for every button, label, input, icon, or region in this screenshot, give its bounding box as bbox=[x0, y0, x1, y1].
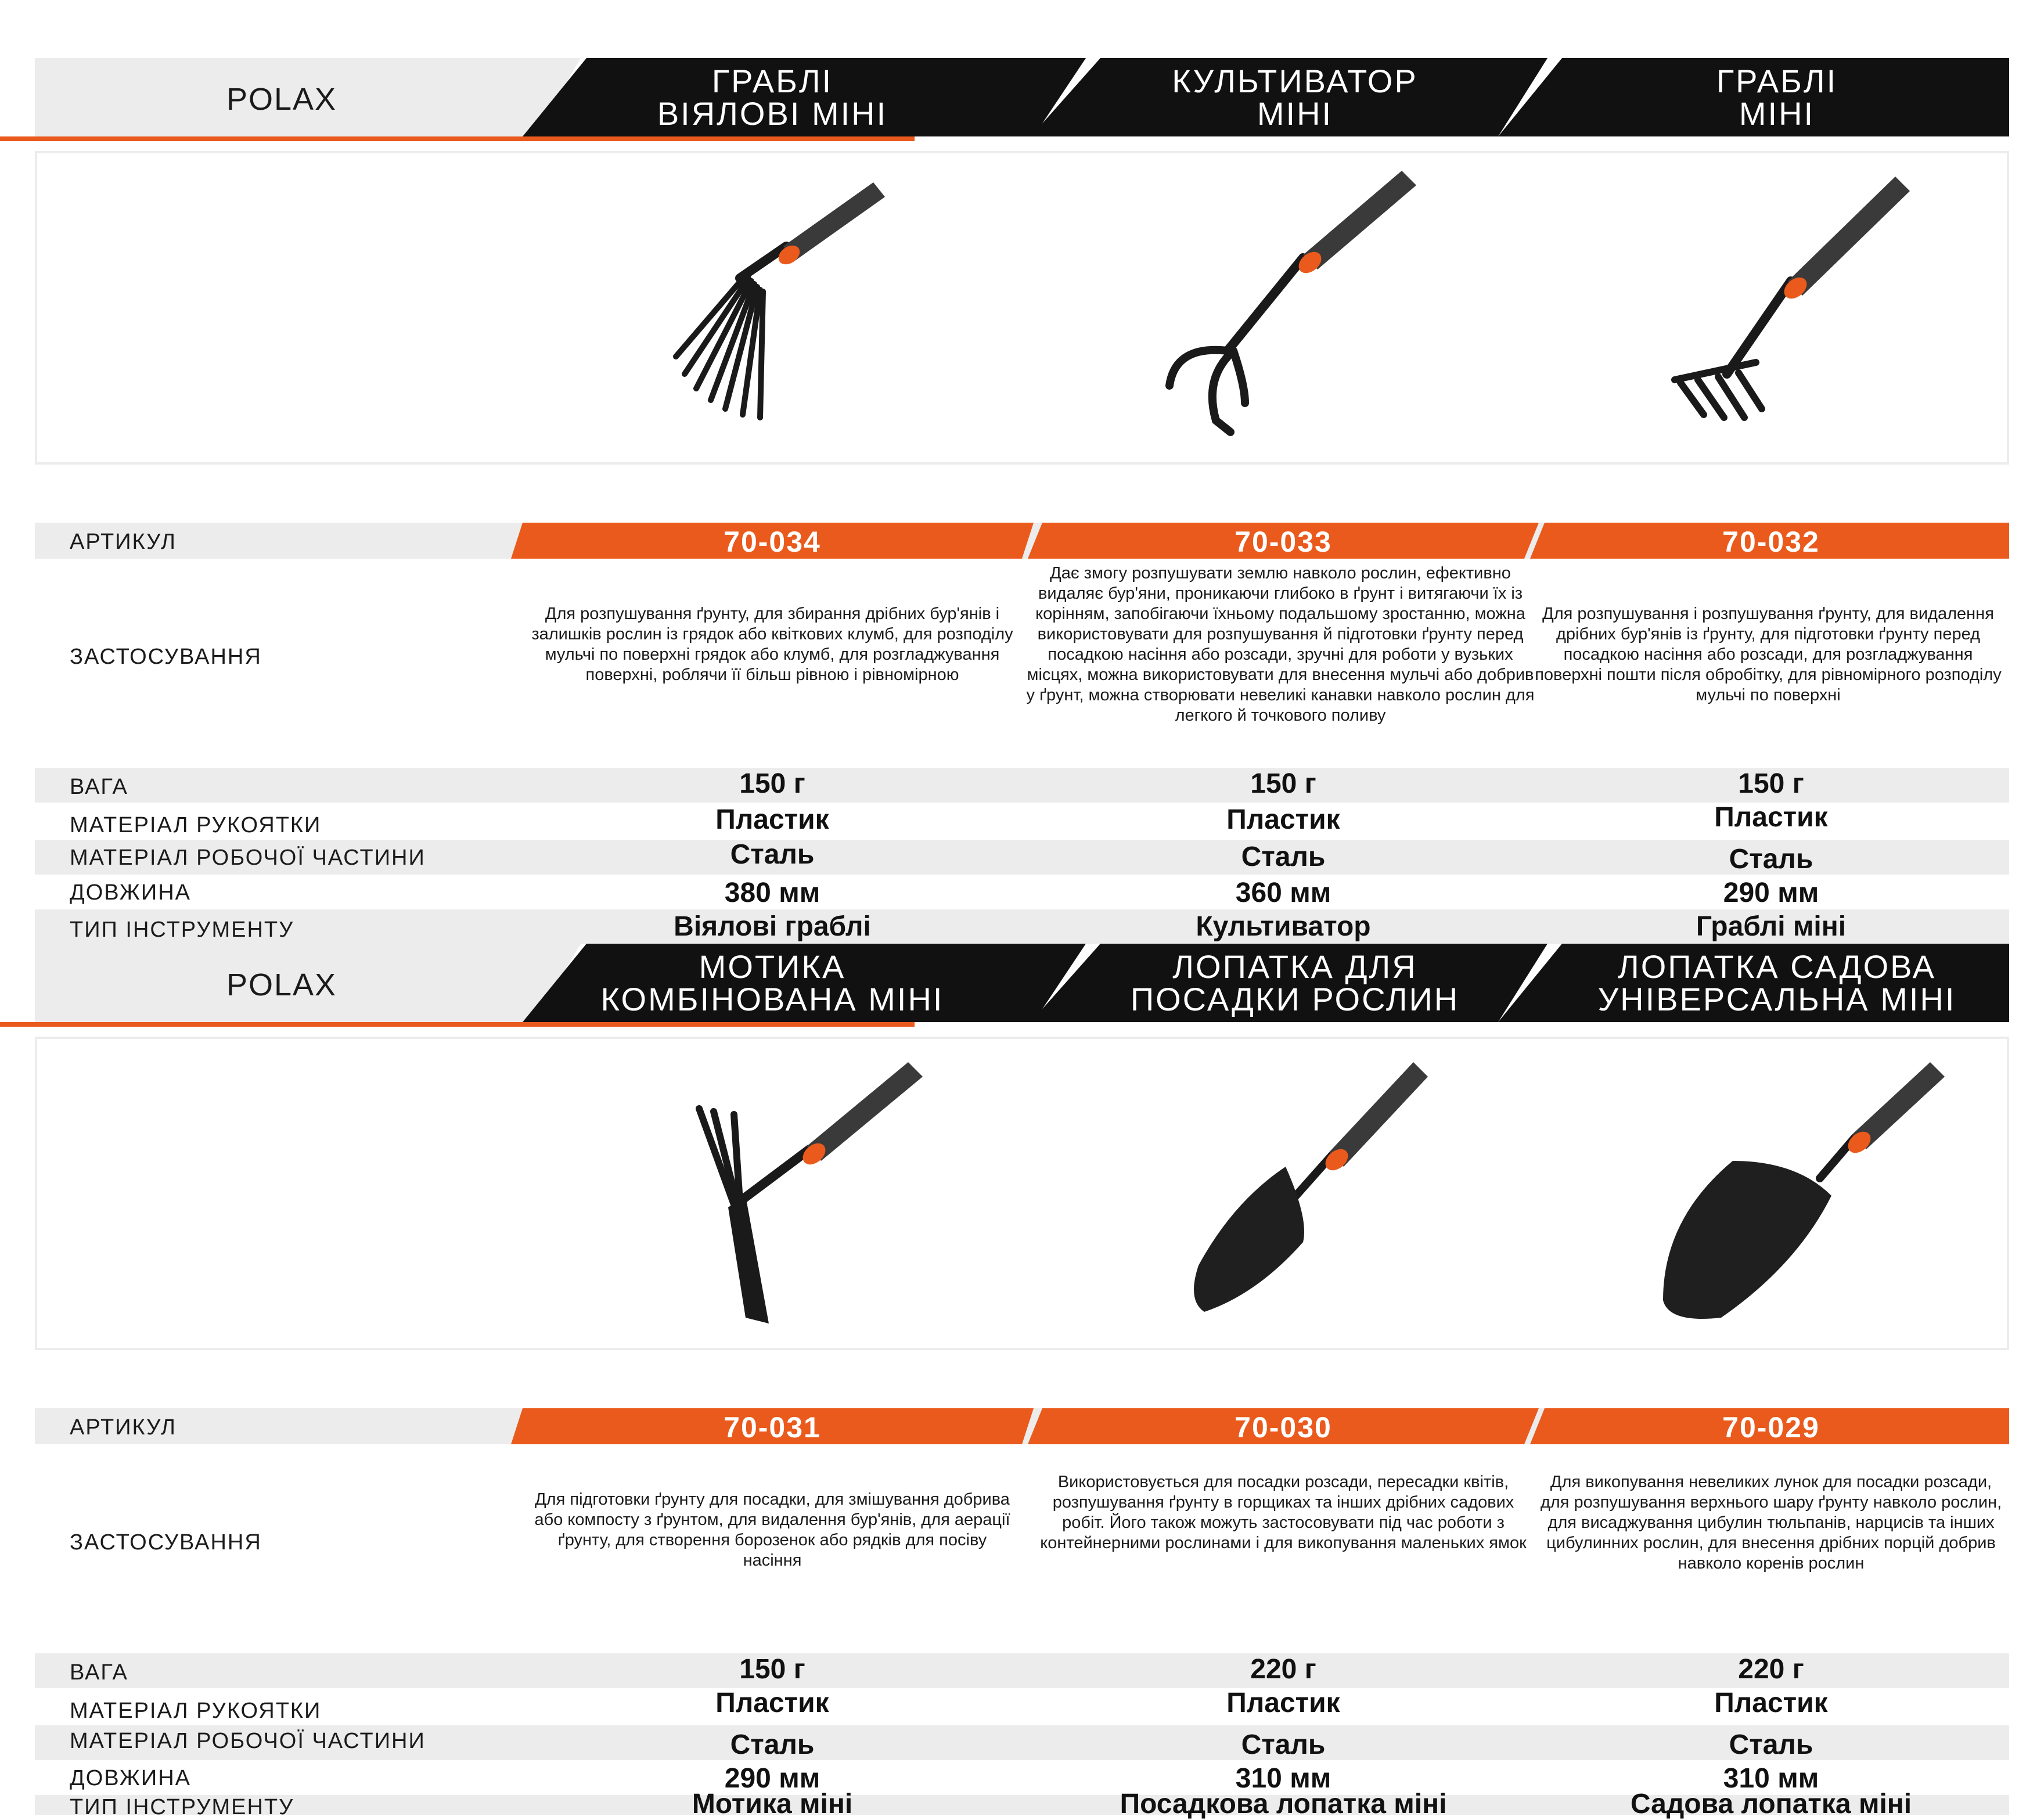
product-title: МОТИКА КОМБІНОВАНА МІНІ bbox=[600, 948, 944, 1017]
tool-type-row bbox=[35, 1789, 2009, 1819]
weight-row bbox=[35, 768, 2009, 803]
work-material-row bbox=[35, 840, 2009, 875]
length-value: 290 мм bbox=[724, 1763, 820, 1794]
length-value: 310 мм bbox=[1235, 1763, 1331, 1794]
product-images-panel bbox=[35, 1037, 2009, 1350]
article-value: 70-032 bbox=[1722, 526, 1820, 558]
brand-label: POLAX bbox=[226, 967, 337, 1002]
work-material-value: Сталь bbox=[1241, 1729, 1326, 1760]
product-title: КУЛЬТИВАТОР МІНІ bbox=[1172, 62, 1418, 132]
length-row bbox=[35, 875, 2009, 909]
length-value: 360 мм bbox=[1235, 877, 1331, 908]
work-material-value: Сталь bbox=[1729, 844, 1813, 875]
usage-row bbox=[35, 563, 2009, 755]
article-label: АРТИКУЛ bbox=[70, 1415, 177, 1440]
product-images-panel bbox=[35, 151, 2009, 465]
tool-type-label: ТИП ІНСТРУМЕНТУ bbox=[70, 918, 294, 942]
weight-row bbox=[35, 1653, 2009, 1688]
handle-material-value: Пластик bbox=[1714, 1688, 1828, 1718]
article-value: 70-029 bbox=[1722, 1411, 1820, 1444]
weight-value: 220 г bbox=[1738, 1654, 1804, 1685]
weight-value: 220 г bbox=[1250, 1654, 1316, 1685]
tool-type-value: Культиватор bbox=[1196, 911, 1371, 942]
product-section-2 bbox=[0, 932, 2037, 1819]
usage-label: ЗАСТОСУВАННЯ bbox=[70, 1530, 262, 1555]
article-value: 70-030 bbox=[1235, 1411, 1332, 1444]
article-value: 70-031 bbox=[724, 1411, 821, 1444]
work-material-value: Сталь bbox=[1241, 841, 1326, 872]
usage-text: Дає змогу розпушувати землю навколо рослин, ефективно видаляє бур'яни, проникаючи глибоко в ґрунт і витягаючи їх із корінням, запобігаючи їхньому подальшому зростанню, можна використовувати для розпушування й підготовки ґрунту перед посадкою насіння або розсади, зручні для роботи у вузьких місцях, можна використовувати для внесення мульчі або добрив у ґрунт, можна створювати невеликі канавки навколо рослин для легкого й точкового поливу bbox=[1026, 564, 1535, 725]
length-label: ДОВЖИНА bbox=[70, 1766, 191, 1790]
handle-material-row bbox=[35, 1688, 2009, 1725]
product-title: ГРАБЛІ МІНІ bbox=[1716, 62, 1838, 132]
tool-type-value: Садова лопатка міні bbox=[1630, 1789, 1912, 1819]
article-row bbox=[35, 523, 2009, 559]
usage-text: Для розпушування ґрунту, для збирання дрібних бур'янів і залишків рослин із грядок або квіткових клумб, для розподілу мульчі по поверхні грядок або клумб, для розгладжування поверхні, роблячи її більш рівною і рівномірною bbox=[531, 605, 1013, 684]
hoe-icon bbox=[629, 1045, 989, 1347]
article-value: 70-033 bbox=[1235, 526, 1332, 558]
weight-label: ВАГА bbox=[70, 1660, 128, 1685]
handle-material-value: Пластик bbox=[1226, 804, 1340, 835]
article-row bbox=[35, 1408, 2009, 1444]
usage-text: Для розпушування і розпушування ґрунту, для видалення дрібних бур'янів із ґрунту, для підготовки ґрунту перед посадкою насіння або розсади, для розгладжування поверхні пошти після обробітку, для рівномірного розподілу мульчі по поверхні bbox=[1535, 605, 2002, 704]
usage-text: Використовується для посадки розсади, пересадки квітів, розпушування ґрунту в горщиках та інших дрібних садових робіт. Його також можуть застосовувати під час роботи з контейнерними рослинами і для викопування маленьких ямок bbox=[1040, 1473, 1527, 1552]
work-material-value: Сталь bbox=[730, 1729, 815, 1760]
tool-type-label: ТИП ІНСТРУМЕНТУ bbox=[70, 1795, 294, 1819]
wide-trowel-icon bbox=[1605, 1045, 1965, 1358]
tool-type-value: Граблі міні bbox=[1696, 911, 1847, 942]
weight-value: 150 г bbox=[1738, 768, 1804, 799]
handle-material-value: Пластик bbox=[1226, 1688, 1340, 1718]
weight-value: 150 г bbox=[739, 1654, 805, 1685]
article-label: АРТИКУЛ bbox=[70, 530, 177, 554]
usage-row bbox=[35, 1449, 2009, 1641]
handle-material-value: Пластик bbox=[715, 804, 829, 835]
weight-value: 150 г bbox=[1250, 768, 1316, 799]
handle-material-label: МАТЕРІАЛ РУКОЯТКИ bbox=[70, 813, 322, 837]
usage-text: Для підготовки ґрунту для посадки, для змішування добрива або компосту з ґрунтом, для видалення бур'янів, для аерації ґрунту, для створення борозенок або рядків для посіву насіння bbox=[534, 1490, 1010, 1570]
handle-material-label: МАТЕРІАЛ РУКОЯТКИ bbox=[70, 1699, 322, 1723]
length-value: 290 мм bbox=[1723, 877, 1819, 908]
product-section-1 bbox=[0, 46, 2037, 942]
narrow-trowel-icon bbox=[1140, 1045, 1500, 1358]
length-label: ДОВЖИНА bbox=[70, 880, 191, 905]
weight-label: ВАГА bbox=[70, 775, 128, 799]
article-value: 70-034 bbox=[724, 526, 821, 558]
tool-type-value: Посадкова лопатка міні bbox=[1120, 1789, 1447, 1819]
length-value: 310 мм bbox=[1723, 1763, 1819, 1794]
product-title: ЛОПАТКА САДОВА УНІВЕРСАЛЬНА МІНІ bbox=[1597, 948, 1956, 1017]
work-material-value: Сталь bbox=[1729, 1729, 1813, 1760]
work-material-label: МАТЕРІАЛ РОБОЧОЇ ЧАСТИНИ bbox=[70, 846, 426, 870]
fan-rake-icon bbox=[629, 159, 989, 461]
work-material-label: МАТЕРІАЛ РОБОЧОЇ ЧАСТИНИ bbox=[70, 1729, 426, 1753]
cultivator-icon bbox=[1129, 159, 1489, 473]
handle-material-row bbox=[35, 803, 2009, 840]
product-title: ГРАБЛІ ВІЯЛОВІ МІНІ bbox=[657, 62, 888, 132]
work-material-value: Сталь bbox=[730, 839, 815, 870]
length-value: 380 мм bbox=[724, 877, 820, 908]
product-title: ЛОПАТКА ДЛЯ ПОСАДКИ РОСЛИН bbox=[1130, 948, 1460, 1017]
brand-label: POLAX bbox=[226, 82, 337, 117]
tool-type-value: Мотика міні bbox=[692, 1789, 853, 1819]
tool-type-value: Віялові граблі bbox=[674, 911, 871, 942]
usage-text: Для викопування невеликих лунок для посадки розсади, для розпушування верхнього шару ґрунту навколо рослин, для висаджування цибулин тюльпанів, нарцисів та інших цибулинних рослин, для внесення дрібних порцій добрив навколо коренів рослин bbox=[1540, 1473, 2002, 1573]
usage-label: ЗАСТОСУВАННЯ bbox=[70, 645, 262, 669]
weight-value: 150 г bbox=[739, 768, 805, 799]
handle-material-value: Пластик bbox=[1714, 802, 1828, 833]
handle-material-value: Пластик bbox=[715, 1688, 829, 1718]
mini-rake-icon bbox=[1605, 159, 1965, 473]
work-material-row bbox=[35, 1725, 2009, 1760]
